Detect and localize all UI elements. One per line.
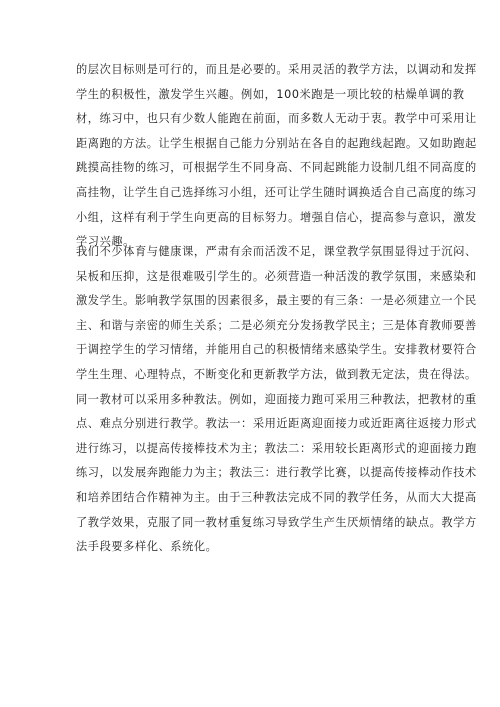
paragraph-1-line: 的层次目标则是可行的，而且是必要的。采用灵活的教学方法，以调动和发挥	[76, 63, 477, 76]
paragraph-1-line: 高挂物，让学生自己选择练习小组，还可让学生随时调换适合自己高度的练习	[76, 185, 477, 199]
paragraph-2-line: 我们不少体育与健康课，严肃有余而活泼不足，课堂教学氛围显得过于沉闷、	[76, 245, 477, 258]
paragraph-1	[76, 58, 477, 255]
paragraph-1-line: 距离跑的方法。让学生根据自己能力分别站在各自的起跑线起跑。又如助跑起	[76, 136, 477, 150]
paragraph-2-line: 练习，以发展奔跑能力为主；教法三：进行教学比赛，以提高传接棒动作技术	[76, 466, 477, 480]
paragraph-2	[76, 240, 477, 560]
paragraph-1-line: 跳摸高挂物的练习，可根据学生不同身高、不同起跳能力设制几组不同高度的	[76, 161, 477, 175]
paragraph-1-line: 学生的积极性，激发学生兴趣。例如，100米跑是一项比较的枯燥单调的教	[76, 87, 465, 101]
paragraph-2-line: 同一教材可以采用多种教法。例如，迎面接力跑可采用三种教法，把教材的重	[76, 392, 477, 406]
paragraph-2-line: 了教学效果，克服了同一教材重复练习导致学生产生厌烦情绪的缺点。教学方	[76, 515, 477, 529]
paragraph-2-line: 点、难点分别进行教学。教法一：采用近距离迎面接力或近距离往返接力形式	[76, 417, 477, 431]
paragraph-1-line: 小组，这样有利于学生向更高的目标努力。增强自信心，提高参与意识，激发	[76, 210, 477, 224]
paragraph-2-line: 和培养团结合作精神为主。由于三种教法完成不同的教学任务，从而大大提高	[76, 490, 477, 504]
paragraph-2-line: 于调控学生的学习情绪，并能用自己的积极情绪来感染学生。安排教材要符合	[76, 343, 477, 357]
paragraph-1-line: 学习兴趣。	[76, 235, 135, 249]
paragraph-2-line: 呆板和压抑，这是很难吸引学生的。必须营造一种活泼的教学氛围，来感染和	[76, 269, 477, 283]
paragraph-2-line: 法手段要多样化、系统化。	[76, 540, 218, 554]
paragraph-2-line: 主、和谐与亲密的师生关系；二是必须充分发扬教学民主；三是体育教师要善	[76, 318, 477, 332]
paragraph-2-line: 激发学生。影响教学氛围的因素很多，最主要的有三条：一是必须建立一个民	[76, 294, 477, 308]
paragraph-1-line: 材，练习中，也只有少数人能跑在前面，而多数人无动于衷。教学中可采用让	[76, 112, 477, 126]
paragraph-2-line: 学生生理、心理特点，不断变化和更新教学方法，做到教无定法，贵在得法。	[76, 367, 477, 381]
paragraph-2-line: 进行练习，以提高传接棒技术为主；教法二：采用较长距离形式的迎面接力跑	[76, 441, 477, 455]
